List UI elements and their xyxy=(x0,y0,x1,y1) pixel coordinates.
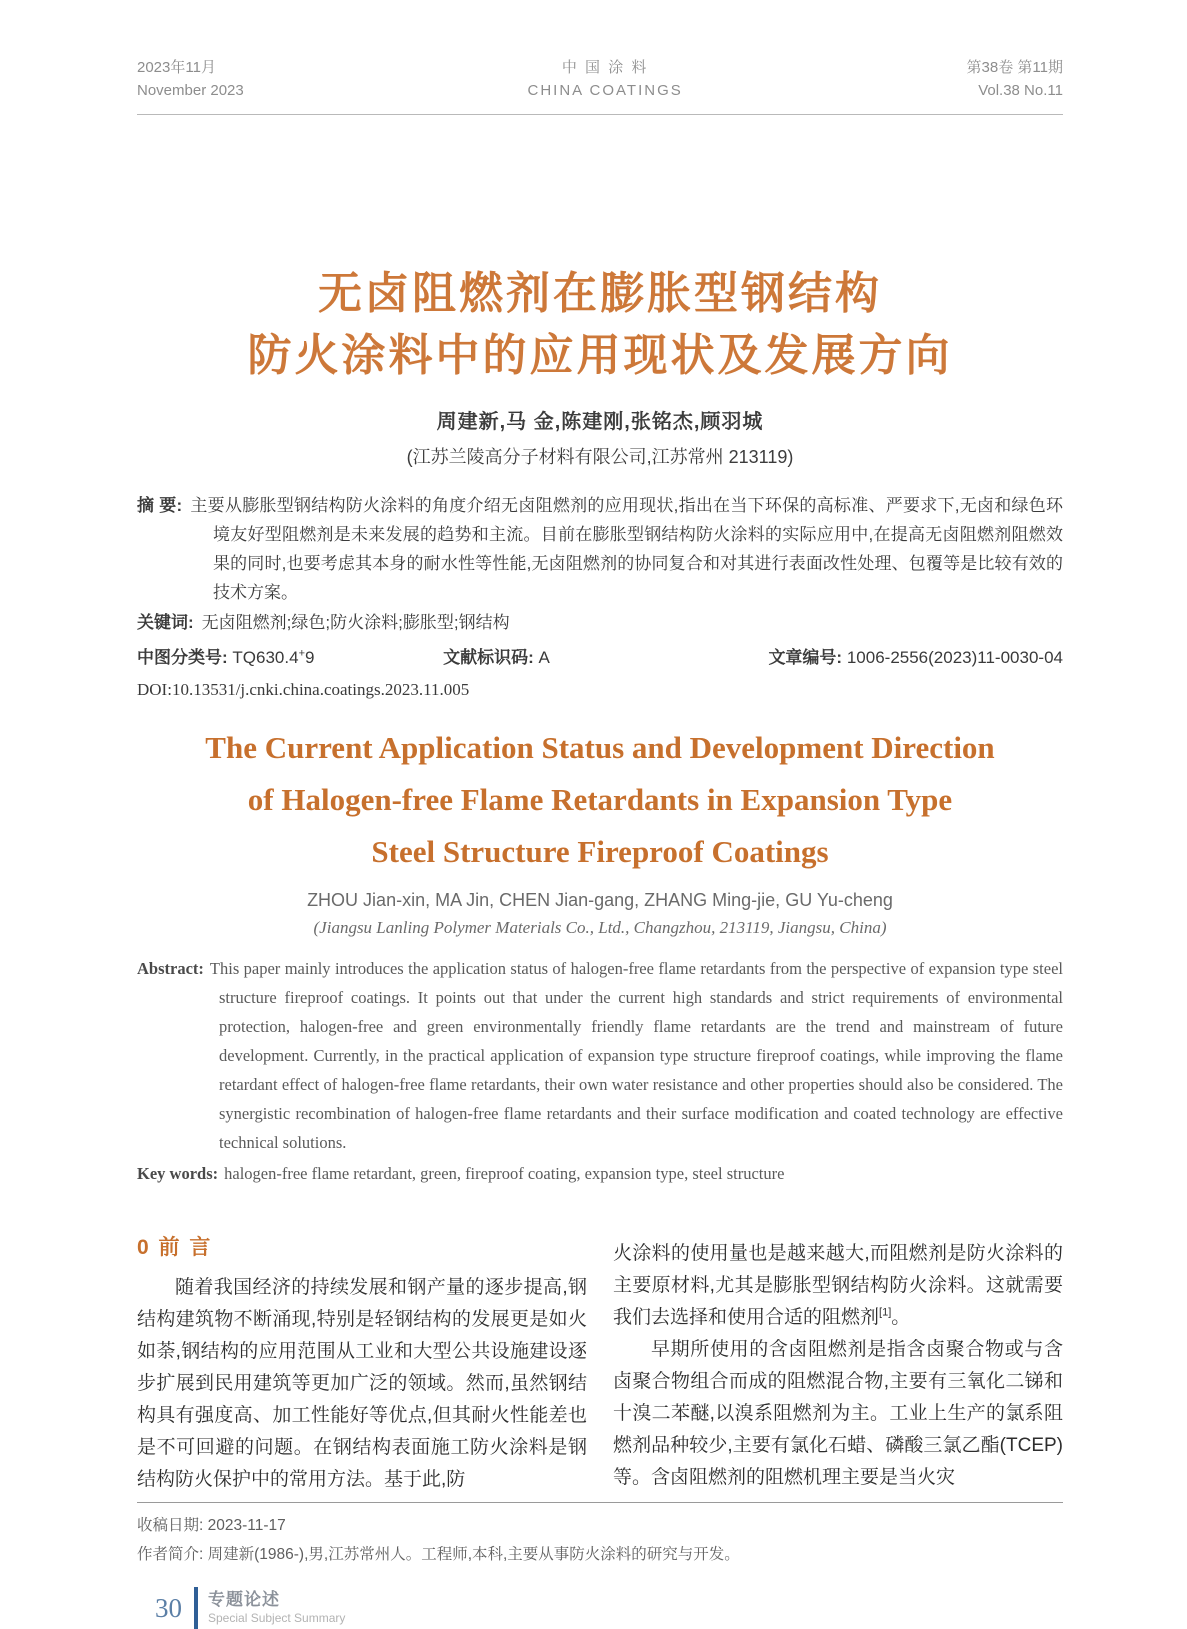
keywords-cn-text: 无卤阻燃剂;绿色;防火涂料;膨胀型;钢结构 xyxy=(201,613,510,632)
header-date xyxy=(137,56,244,102)
doi: DOI:10.13531/j.cnki.china.coatings.2023.11.005 xyxy=(137,680,470,699)
keywords-en-label: Key words: xyxy=(137,1164,219,1183)
issue-info-cn: 第38卷 第11期 xyxy=(966,59,1063,76)
classification-row xyxy=(137,644,1063,672)
header-date-cn: 2023年11月 xyxy=(137,59,216,76)
journal-header xyxy=(137,0,1063,115)
article-id xyxy=(768,644,1063,672)
body-columns xyxy=(137,1234,1063,1496)
clc-label: 中图分类号: xyxy=(137,648,228,667)
page-footer xyxy=(137,1587,1063,1629)
paper-title-en-line1: The Current Application Status and Development Direction xyxy=(205,730,995,765)
header-journal-name xyxy=(528,56,683,102)
footer-divider-bar xyxy=(194,1587,198,1629)
clc-value: TQ630.4 xyxy=(232,648,299,667)
abstract-cn-label: 摘 要: xyxy=(137,496,183,515)
body-right-p1-end: 。 xyxy=(891,1307,911,1328)
body-right-column xyxy=(613,1234,1063,1496)
affiliation-cn: (江苏兰陵高分子材料有限公司,江苏常州 213119) xyxy=(406,447,794,467)
abstract-cn xyxy=(137,491,1063,607)
abstract-en-paragraph xyxy=(137,954,1063,1157)
section-0-heading: 0 前 言 xyxy=(137,1236,213,1259)
abstract-cn-paragraph xyxy=(137,491,1063,607)
journal-name-en: CHINA COATINGS xyxy=(527,82,683,99)
footer-section-cn: 专题论述 xyxy=(208,1590,280,1609)
clc-tail: 9 xyxy=(305,648,315,667)
article-id-value: 1006-2556(2023)11-0030-04 xyxy=(846,648,1063,667)
abstract-en-label: Abstract: xyxy=(137,959,204,978)
authors-en: ZHOU Jian-xin, MA Jin, CHEN Jian-gang, ZHANG Ming-jie, GU Yu-cheng xyxy=(307,890,893,910)
document-code-value: A xyxy=(538,648,550,667)
paper-title-cn xyxy=(137,263,1063,387)
issue-info-en: Vol.38 No.11 xyxy=(978,82,1063,99)
journal-name-cn: 中 国 涂 料 xyxy=(561,59,649,76)
paper-title-en xyxy=(137,722,1063,878)
footnote-received-date: 收稿日期: 2023-11-17 xyxy=(137,1517,286,1534)
paper-title-cn-line1: 无卤阻燃剂在膨胀型钢结构 xyxy=(318,269,882,318)
keywords-en-text: halogen-free flame retardant, green, fireproof coating, expansion type, steel structure xyxy=(224,1164,785,1183)
affiliation-en: (Jiangsu Lanling Polymer Materials Co., Ltd., Changzhou, 213119, Jiangsu, China) xyxy=(313,918,887,937)
footer-section-en: Special Subject Summary xyxy=(208,1611,346,1625)
paper-title-cn-line2: 防火涂料中的应用现状及发展方向 xyxy=(247,331,953,380)
footnote-block xyxy=(137,1502,1063,1569)
abstract-en-text: This paper mainly introduces the application status of halogen-free flame retardants from the perspective of expansion type steel structure fireproof coatings. It points out that under the current high standards and strict requirements of environmental protection, halogen-free and green environmentally friendly flame retardants are the trend and mainstream of future development. Currently, in the practical application of expansion type structure fireproof coatings, while improving the flame retardant effect of halogen-free flame retardants, their own water resistance and other properties should also be considered. The synergistic recombination of halogen-free flame retardants and their surface modification and coated technology are effective technical solutions. xyxy=(209,959,1063,1152)
header-date-en: November 2023 xyxy=(137,82,244,99)
body-right-p1-text: 火涂料的使用量也是越来越大,而阻燃剂是防火涂料的主要原材料,尤其是膨胀型钢结构防火涂料。这就需要我们去选择和使用合适的阻燃剂 xyxy=(613,1243,1063,1328)
header-issue-info xyxy=(967,56,1063,102)
paper-title-en-line2: of Halogen-free Flame Retardants in Expansion Type xyxy=(247,782,953,817)
page-number: 30 xyxy=(155,1592,182,1623)
document-code xyxy=(443,644,550,672)
clc-number xyxy=(137,644,314,672)
reference-1-marker: [1] xyxy=(879,1306,892,1319)
document-code-label: 文献标识码: xyxy=(443,648,534,667)
abstract-cn-text: 主要从膨胀型钢结构防火涂料的角度介绍无卤阻燃剂的应用现状,指出在当下环保的高标准、严要求下,无卤和绿色环境友好型阻燃剂是未来发展的趋势和主流。目前在膨胀型钢结构防火涂料的实际应用中,在提高无卤阻燃剂阻燃效果的同时,也要考虑其本身的耐水性等性能,无卤阻燃剂的协同复合和对其进行表面改性处理、包覆等是比较有效的技术方案。 xyxy=(190,496,1063,602)
body-left-paragraph: 随着我国经济的持续发展和钢产量的逐步提高,钢结构建筑物不断涌现,特别是轻钢结构的发展更是如火如荼,钢结构的应用范围从工业和大型公共设施建设逐步扩展到民用建筑等更加广泛的领域。然而,虽然钢结构具有强度高、加工性能好等优点,但其耐火性能差也是不可回避的问题。在钢结构表面施工防火涂料是钢结构防火保护中的常用方法。基于此,防 xyxy=(137,1277,587,1490)
footer-section xyxy=(208,1589,345,1627)
abstract-en xyxy=(137,954,1063,1157)
keywords-en xyxy=(137,1159,1063,1188)
clc-superscript: + xyxy=(298,647,305,660)
body-right-paragraph-1 xyxy=(613,1238,1063,1334)
footnote-author-bio: 作者简介: 周建新(1986-),男,江苏常州人。工程师,本科,主要从事防火涂料的研究与开发。 xyxy=(137,1546,740,1563)
paper-title-en-line3: Steel Structure Fireproof Coatings xyxy=(371,834,829,869)
body-left-column xyxy=(137,1234,587,1496)
article-id-label: 文章编号: xyxy=(768,648,843,667)
keywords-cn xyxy=(137,608,1063,637)
keywords-cn-label: 关键词: xyxy=(137,613,194,632)
authors-cn: 周建新,马 金,陈建刚,张铭杰,顾羽城 xyxy=(436,411,764,433)
body-right-paragraph-2: 早期所使用的含卤阻燃剂是指含卤聚合物或与含卤聚合物组合而成的阻燃混合物,主要有三氧化二锑和十溴二苯醚,以溴系阻燃剂为主。工业上生产的氯系阻燃剂品种较少,主要有氯化石蜡、磷酸三氯乙酯(TCEP)等。含卤阻燃剂的阻燃机理主要是当火灾 xyxy=(613,1339,1063,1488)
